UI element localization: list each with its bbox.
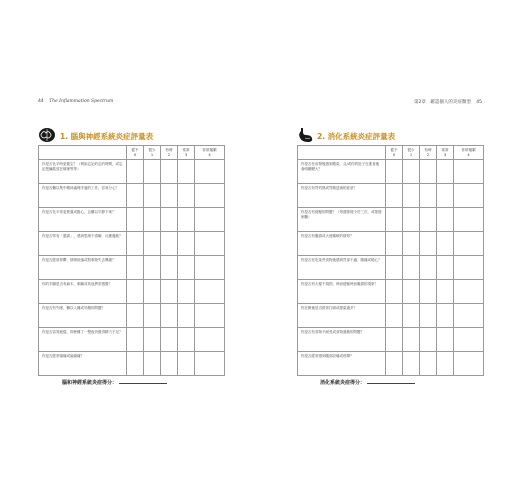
score-cell[interactable]	[386, 232, 403, 256]
score-cell[interactable]	[437, 352, 454, 376]
right-page-number: 45	[476, 100, 482, 105]
score-cell[interactable]	[127, 328, 144, 352]
header-blank	[39, 146, 127, 160]
score-cell[interactable]	[161, 232, 178, 256]
score-cell[interactable]	[386, 280, 403, 304]
score-cell[interactable]	[437, 280, 454, 304]
score-cell[interactable]	[386, 208, 403, 232]
column-header: 從不 0	[127, 146, 144, 160]
header-blank	[298, 146, 386, 160]
score-cell[interactable]	[420, 352, 437, 376]
score-cell[interactable]	[386, 352, 403, 376]
score-cell[interactable]	[178, 352, 195, 376]
score-cell[interactable]	[178, 208, 195, 232]
score-cell[interactable]	[161, 304, 178, 328]
section-title-brain: 1. 腦與神經系統炎症評量表	[60, 132, 154, 141]
score-cell[interactable]	[403, 160, 420, 184]
question-text: 你是否有便秘的問題？（每週排便少於三次，或排便困難）	[298, 208, 386, 232]
brain-total-blank[interactable]	[119, 379, 167, 384]
digestive-total-score	[320, 379, 415, 386]
table-row	[39, 328, 225, 352]
score-cell[interactable]	[454, 184, 484, 208]
score-cell[interactable]	[454, 280, 484, 304]
score-cell[interactable]	[454, 352, 484, 376]
score-cell[interactable]	[161, 184, 178, 208]
table-row	[298, 304, 484, 328]
score-cell[interactable]	[127, 352, 144, 376]
score-cell[interactable]	[454, 232, 484, 256]
score-cell[interactable]	[161, 352, 178, 376]
score-cell[interactable]	[127, 256, 144, 280]
score-cell[interactable]	[144, 280, 161, 304]
table-row	[39, 184, 225, 208]
score-cell[interactable]	[144, 328, 161, 352]
score-cell[interactable]	[144, 160, 161, 184]
score-cell[interactable]	[386, 328, 403, 352]
score-cell[interactable]	[420, 208, 437, 232]
score-cell[interactable]	[144, 232, 161, 256]
score-cell[interactable]	[454, 328, 484, 352]
score-cell[interactable]	[437, 304, 454, 328]
brain-icon	[38, 127, 56, 143]
score-cell[interactable]	[195, 160, 225, 184]
question-text: 你的手腳是否有麻木、刺痛或其他異常感覺？	[39, 280, 127, 304]
score-cell[interactable]	[454, 160, 484, 184]
score-cell[interactable]	[420, 304, 437, 328]
question-text: 你在飯後是否經常打嗝或排氣過多？	[298, 304, 386, 328]
question-text: 你是否容易疲倦，即使睡了一整夜仍覺得精力不足？	[39, 328, 127, 352]
question-text: 你是否有胃灼熱或胃酸逆流的症狀？	[298, 184, 386, 208]
column-header: 從不 0	[386, 146, 403, 160]
score-cell[interactable]	[161, 328, 178, 352]
digestive-total-blank[interactable]	[367, 379, 415, 384]
score-cell[interactable]	[195, 184, 225, 208]
section-title-digestive: 2. 消化系統炎症評量表	[317, 132, 396, 141]
left-running-head	[38, 99, 113, 104]
score-cell[interactable]	[403, 184, 420, 208]
score-cell[interactable]	[127, 232, 144, 256]
score-cell[interactable]	[420, 232, 437, 256]
table-row	[298, 208, 484, 232]
score-cell[interactable]	[195, 232, 225, 256]
table-header-row	[39, 146, 225, 160]
score-cell[interactable]	[420, 160, 437, 184]
score-cell[interactable]	[161, 280, 178, 304]
brain-total-score	[62, 379, 167, 386]
brain-score-table	[38, 145, 225, 376]
score-cell[interactable]	[437, 232, 454, 256]
table-row	[39, 160, 225, 184]
brain-total-label: 腦和神經系統炎症得分：	[62, 380, 118, 386]
question-text: 你是否有失眠、難以入睡或早醒的問題？	[39, 304, 127, 328]
table-row	[298, 256, 484, 280]
score-cell[interactable]	[403, 352, 420, 376]
question-text: 你是否有腹瀉或大便稀軟的情形？	[298, 232, 386, 256]
table-row	[298, 232, 484, 256]
score-cell[interactable]	[437, 256, 454, 280]
score-cell[interactable]	[178, 256, 195, 280]
score-cell[interactable]	[178, 328, 195, 352]
question-text: 你是否常有「腦霧」，感到思緒不清晰、反應遲鈍？	[39, 232, 127, 256]
score-cell[interactable]	[195, 304, 225, 328]
score-cell[interactable]	[420, 184, 437, 208]
score-cell[interactable]	[144, 256, 161, 280]
question-text: 你是否有食物不耐受或食物過敏的問題？	[298, 328, 386, 352]
table-row	[298, 328, 484, 352]
score-cell[interactable]	[127, 304, 144, 328]
score-cell[interactable]	[403, 208, 420, 232]
column-header: 有時 2	[161, 146, 178, 160]
column-header: 很少 1	[403, 146, 420, 160]
score-cell[interactable]	[127, 184, 144, 208]
score-cell[interactable]	[144, 304, 161, 328]
score-cell[interactable]	[403, 328, 420, 352]
question-text: 你是否在吃某些食物後感到胃部不適、腹痛或噁心？	[298, 256, 386, 280]
score-cell[interactable]	[403, 280, 420, 304]
column-header: 非常頻繁 4	[454, 146, 484, 160]
score-cell[interactable]	[127, 160, 144, 184]
question-text: 你是否經常抑鬱、情緒低落或對事物失去興趣？	[39, 256, 127, 280]
table-row	[298, 352, 484, 376]
question-text: 你是否經常感到腹部絞痛或痙攣？	[298, 352, 386, 376]
question-text: 你是否比平常更焦慮或擔心，且難以平靜下來？	[39, 208, 127, 232]
score-cell[interactable]	[161, 256, 178, 280]
score-cell[interactable]	[195, 328, 225, 352]
chapter-title: 第2章 確認個人的炎症類型	[413, 100, 471, 105]
column-header: 很少 1	[144, 146, 161, 160]
question-text: 你是否比平時更健忘？（例如忘記約定的時間，或忘記把鑰匙放在哪裡等等）	[39, 160, 127, 184]
score-cell[interactable]	[144, 208, 161, 232]
score-cell[interactable]	[195, 280, 225, 304]
score-cell[interactable]	[437, 208, 454, 232]
score-cell[interactable]	[178, 184, 195, 208]
score-cell[interactable]	[403, 256, 420, 280]
score-cell[interactable]	[420, 256, 437, 280]
score-cell[interactable]	[195, 208, 225, 232]
right-page	[260, 0, 520, 500]
table-header-row	[298, 146, 484, 160]
score-cell[interactable]	[386, 184, 403, 208]
score-cell[interactable]	[454, 208, 484, 232]
left-page-number: 44	[38, 99, 44, 104]
stomach-icon	[297, 127, 315, 143]
score-cell[interactable]	[178, 280, 195, 304]
score-cell[interactable]	[195, 256, 225, 280]
score-cell[interactable]	[437, 160, 454, 184]
score-cell[interactable]	[127, 208, 144, 232]
question-text: 你是否在用餐後感到脹氣，且/或你的肚子在進食後會明顯變大？	[298, 160, 386, 184]
score-cell[interactable]	[195, 352, 225, 376]
table-row	[298, 280, 484, 304]
table-row	[39, 232, 225, 256]
score-cell[interactable]	[161, 208, 178, 232]
score-cell[interactable]	[454, 304, 484, 328]
score-cell[interactable]	[178, 304, 195, 328]
digestive-score-table	[297, 145, 484, 376]
digestive-total-label: 消化系統炎症得分：	[320, 380, 366, 386]
score-cell[interactable]	[127, 280, 144, 304]
column-header: 常常 3	[178, 146, 195, 160]
column-header: 常常 3	[437, 146, 454, 160]
score-cell[interactable]	[420, 280, 437, 304]
score-cell[interactable]	[161, 160, 178, 184]
score-cell[interactable]	[454, 256, 484, 280]
table-row	[39, 208, 225, 232]
score-cell[interactable]	[437, 328, 454, 352]
score-cell[interactable]	[437, 184, 454, 208]
table-row	[39, 256, 225, 280]
score-cell[interactable]	[386, 304, 403, 328]
column-header: 有時 2	[420, 146, 437, 160]
column-header: 非常頻繁 4	[195, 146, 225, 160]
score-cell[interactable]	[386, 160, 403, 184]
right-running-head	[414, 99, 482, 105]
question-text: 你是否難以集中精神處理手邊的工作，容易分心？	[39, 184, 127, 208]
table-row	[298, 160, 484, 184]
score-cell[interactable]	[420, 328, 437, 352]
table-row	[298, 184, 484, 208]
table-row	[39, 304, 225, 328]
question-text: 你是否經常頭痛或偏頭痛？	[39, 352, 127, 376]
book-title: The Inflammation Spectrum	[49, 99, 114, 104]
score-cell[interactable]	[178, 160, 195, 184]
score-cell[interactable]	[144, 352, 161, 376]
question-text: 你是否有大便不規則，時而便秘時而腹瀉的現象？	[298, 280, 386, 304]
score-cell[interactable]	[403, 232, 420, 256]
table-row	[39, 352, 225, 376]
score-cell[interactable]	[178, 232, 195, 256]
table-row	[39, 280, 225, 304]
score-cell[interactable]	[403, 304, 420, 328]
score-cell[interactable]	[386, 256, 403, 280]
score-cell[interactable]	[144, 184, 161, 208]
